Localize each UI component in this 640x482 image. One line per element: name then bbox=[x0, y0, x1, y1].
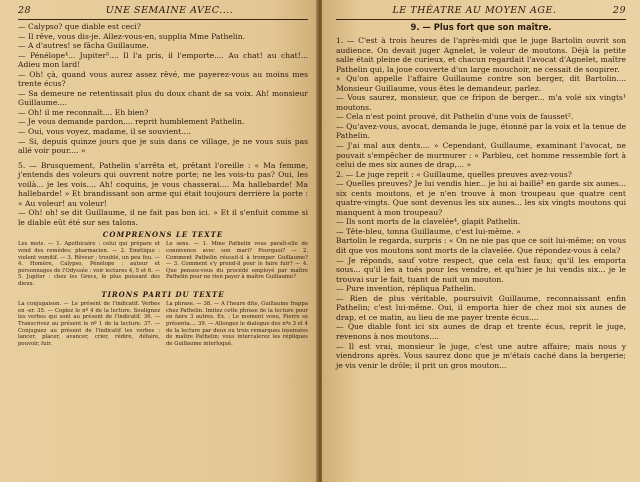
left-page-number: 28 bbox=[18, 5, 32, 16]
left-header-rule bbox=[18, 19, 308, 20]
body-paragraph: — J'ai mal aux dents.... » Cependant, Guillaume, examinant l'avocat, ne pouvait s'empêcher de murmurer : « Parbleu, cet homme ressemble fort à celui de mes six aunes de drap,... » bbox=[336, 141, 626, 170]
right-header-title: LE THÉATRE AU MOYEN AGE. bbox=[392, 5, 557, 16]
body-paragraph: — Ils sont morts de la clavelée⁴, glapit Pathelin. bbox=[336, 217, 521, 227]
body-paragraph: — Pure invention, répliqua Pathelin. bbox=[336, 284, 476, 294]
body-paragraph: 1. — C'est à trois heures de l'après-midi que le juge Bartolin ouvrit son audience. On devait juger Agnelet, le voleur de moutons. Déjà la petite salle était pleine de curieux, et chacun regardait l'avocat d'Agnelet, maître Pathelin qui, la joue couverte d'un large mouchoir, ne cessait de soupirer. bbox=[336, 36, 626, 74]
body-paragraph: — Quelles preuves? Je lui vendis hier... je lui ai baillé³ en garde six aunes... six cents moutons, et je n'en trouve à mon troupeau que quatre cent quatre-vingts. Que sont devenus les six aunes... les six vingts moutons qui manquent à mon troupeau? bbox=[336, 179, 626, 217]
left-header-title: UNE SEMAINE AVEC.... bbox=[105, 5, 234, 16]
dialogue-line: — Je vous demande pardon,... reprit humblement Pathelin. bbox=[18, 117, 245, 127]
dialogue-line: — Pénélope⁴... Jupiter⁵.... Il l'a pris, il l'emporte.... Au chat! au chat!... Adieu mon lard! bbox=[18, 50, 308, 70]
body-paragraph: — Tête-bleu, tonna Guillaume, c'est lui-même. » bbox=[336, 226, 521, 236]
body-paragraph: — Que diable font ici six aunes de drap et trente écus, reprit le juge, revenons à nos moutons.... bbox=[336, 322, 626, 341]
dialogue-line: — Si, depuis quinze jours que je suis dans ce village, je ne vous suis pas allé voir pour.... » bbox=[18, 136, 308, 156]
dialogue-line: — Oh! il me reconnaît.... Eh bien? bbox=[18, 107, 149, 117]
right-header-rule bbox=[336, 19, 626, 20]
right-page-number: 29 bbox=[612, 5, 626, 16]
dialogue-line: — A d'autres! se fâcha Guillaume. bbox=[18, 41, 149, 51]
body-paragraph: — Cela n'est point prouvé, dit Pathelin d'une voix de fausset². bbox=[336, 112, 574, 122]
body-paragraph: — Qu'avez-vous, avocat, demanda le juge, étonné par la voix et la tenue de Pathelin. bbox=[336, 121, 626, 141]
tirons-heading: TIRONS PARTI DU TEXTE bbox=[101, 290, 225, 300]
left-running-head bbox=[18, 4, 308, 18]
body-paragraph: — Il est vrai, monsieur le juge, c'est une autre affaire; mais nous y viendrons après. Vous saurez donc que je m'étais caché dans la bergerie; je vis venir le drôle; il prit un gros mouton... bbox=[336, 341, 626, 370]
section-title: 9. — Plus fort que son maître. bbox=[410, 22, 552, 32]
body-paragraph: 2. — Le juge reprit : « Guillaume, quelles preuves avez-vous? bbox=[336, 169, 572, 179]
comprenons-columns bbox=[18, 241, 308, 287]
le-sens-questions: Le sens. — 1. Mme Pathelin vous paraît-elle de connivence avec son mari? Pourquoi? — 2. Comment Pathelin réussit-il à tromper Guillaume? — 3. Comment s'y prend-il pour le faire fuir? — 4. Que pensez-vous du procédé employé par maître Pathelin pour ne rien payer à maître Guillaume? bbox=[166, 241, 308, 281]
dialogue-line: — Sa demeure ne retentissait plus du doux chant de sa voix. Ah! monsieur Guillaume.... bbox=[18, 88, 308, 108]
les-mots-notes: Les mots. — 1. Apothicaire : celui qui prépare et vend des remèdes; pharmacien. — 2. Émétique : violent vomitif. — 3. Rêveur : troublé, un peu fou. — 4. Homère, Calypso, Pénélope : auteur et personnages de l'Odyssée : voir lectures 4, 5 et 6. — 5. Jupiter : chez les Grecs, le plus puissant des dieux. bbox=[18, 241, 160, 287]
phrase-exercises: La phrase. — 38. — A l'heure dite, Guillaume frappa chez Pathelin. Imitez cette phrase de la lecture pour en faire 3 autres. Ex. : Le moment venu, Pierre se présenta.... 39. — Allongez le dialogue des nºs 3 et 4 de la lecture par deux ou trois remarques insensées de maître Pathelin; vous intercalerez les répliques de Guillaume interloqué. bbox=[166, 301, 308, 347]
paragraph-5-end: — Oh! oh! se dit Guillaume, il ne fait pas bon ici. » Et il s'enfuit comme si le diable eût été sur ses talons. bbox=[18, 208, 308, 227]
body-paragraph: « Qu'on appelle l'affaire Guillaume contre son berger, dit Bartolin.... Monsieur Guillaume, vous êtes le demandeur, parlez. bbox=[336, 74, 626, 93]
dialogue-line: — Calypso? que diable est ceci? bbox=[18, 22, 141, 31]
dialogue-line: — Il rêve, vous dis-je. Allez-vous-en, supplia Mme Pathelin. bbox=[18, 31, 245, 41]
comprenons-heading: COMPRENONS LE TEXTE bbox=[102, 230, 224, 240]
body-paragraph: — Rien de plus véritable, poursuivit Guillaume, reconnaissant enfin Pathelin; c'est lui-même. Oui, il emporta hier de chez moi six aunes de drap, et ce matin, au lieu de me payer trente écus.... bbox=[336, 293, 626, 322]
tirons-columns bbox=[18, 301, 308, 347]
body-paragraph: Bartolin le regarda, surpris : « On ne nie pas que ce soit lui-même; on vous dit que vos moutons sont morts de la clavelée. Que répondez-vous à cela? bbox=[336, 236, 626, 256]
paragraph-5: 5. — Brusquement, Pathelin s'arrêta et, prêtant l'oreille : « Ma femme, j'entends des voleurs qui ouvrent notre porte; ne les vois-tu pas? Oui, les voilà... je les vois.... Ah! coquins, je vous chasserai.... Ma hallebarde! Ma hallebarde! » Et brandissant son arme qui était toujours derrière la porte : « Au voleur! au voleur! bbox=[18, 160, 308, 208]
body-paragraph: — Vous saurez, monsieur, que ce fripon de berger... m'a volé six vingts¹ moutons. bbox=[336, 93, 626, 112]
right-running-head bbox=[336, 4, 626, 18]
dialogue-line: — Oh! çà, quand vous aurez assez rêvé, me payerez-vous au moins mes trente écus? bbox=[18, 69, 308, 89]
left-page bbox=[0, 0, 318, 482]
dialogue-line: — Oui, vous voyez, madame, il se souvient.... bbox=[18, 127, 191, 137]
conjugaison-exercises: La conjugaison. — Le présent de l'indicatif. Verbes en -er. 35. — Copiez le nº 4 de la lecture. Soulignez les verbes qui sont au présent de l'indicatif. 36. — Transcrivez au présent le nº 1 de la lecture. 37. — Conjuguez au présent de l'indicatif les verbes : lancer, placer, avancer, crier, rédire, défaire, pouvoir, fuir. bbox=[18, 301, 160, 347]
right-page bbox=[322, 0, 640, 482]
body-paragraph: — Je réponds, sauf votre respect, que cela est faux; qu'il les emporta sous... qu'il les a tués pour les vendre, et qu'hier je lui vendis six... je le trouvai sur le fait, tuant de nuit un mouton. bbox=[336, 255, 626, 284]
